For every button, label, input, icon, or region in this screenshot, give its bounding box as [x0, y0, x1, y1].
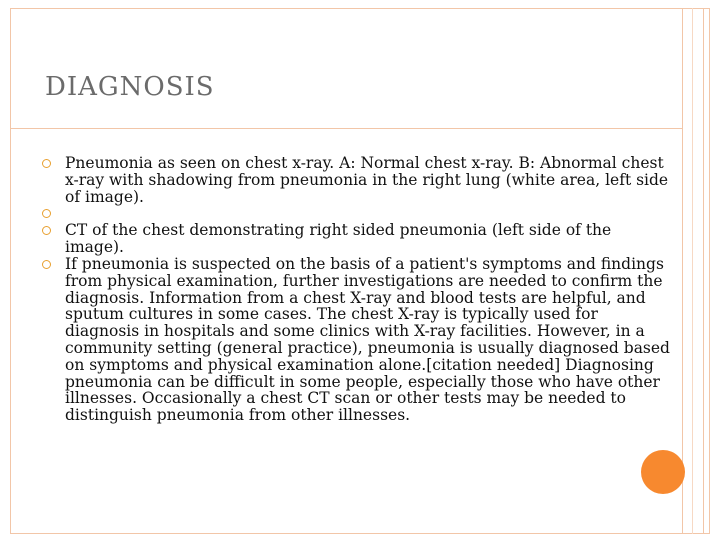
bullet-item	[40, 155, 670, 205]
circle-bullet-icon	[42, 260, 51, 269]
circle-bullet-icon	[42, 226, 51, 235]
bullet-item	[40, 222, 670, 256]
title-divider	[10, 128, 682, 129]
decorative-side-line	[692, 8, 693, 534]
circle-bullet-icon	[42, 159, 51, 168]
bullet-text: If pneumonia is suspected on the basis of a patient's symptoms and findings from physical examination, further investigations are needed to confirm the diagnosis. Information from a chest X-ray and blood tests are helpful, and sputum cultures in some cases. The chest X-ray is typically used for diagnosis in hospitals and some clinics with X-ray facilities. However, in a community setting (general practice), pneumonia is usually diagnosed based on symptoms and physical examination alone.[citation needed] Diagnosing pneumonia can be difficult in some people, especially those who have other illnesses. Occasionally a chest CT scan or other tests may be needed to distinguish pneumonia from other illnesses.	[65, 254, 670, 425]
circle-bullet-icon	[42, 209, 51, 218]
bullet-text: Pneumonia as seen on chest x-ray. A: Normal chest x-ray. B: Abnormal chest x-ray with shadowing from pneumonia in the right lung (white area, left side of image).	[65, 154, 669, 206]
bullet-text: CT of the chest demonstrating right sided pneumonia (left side of the image).	[65, 221, 612, 257]
decorative-side-band	[682, 8, 704, 534]
decorative-orange-circle	[641, 450, 685, 494]
bullet-item	[40, 256, 670, 424]
slide-title: DIAGNOSIS	[45, 72, 215, 102]
bullet-list	[40, 155, 670, 424]
bullet-item-empty	[40, 205, 670, 222]
